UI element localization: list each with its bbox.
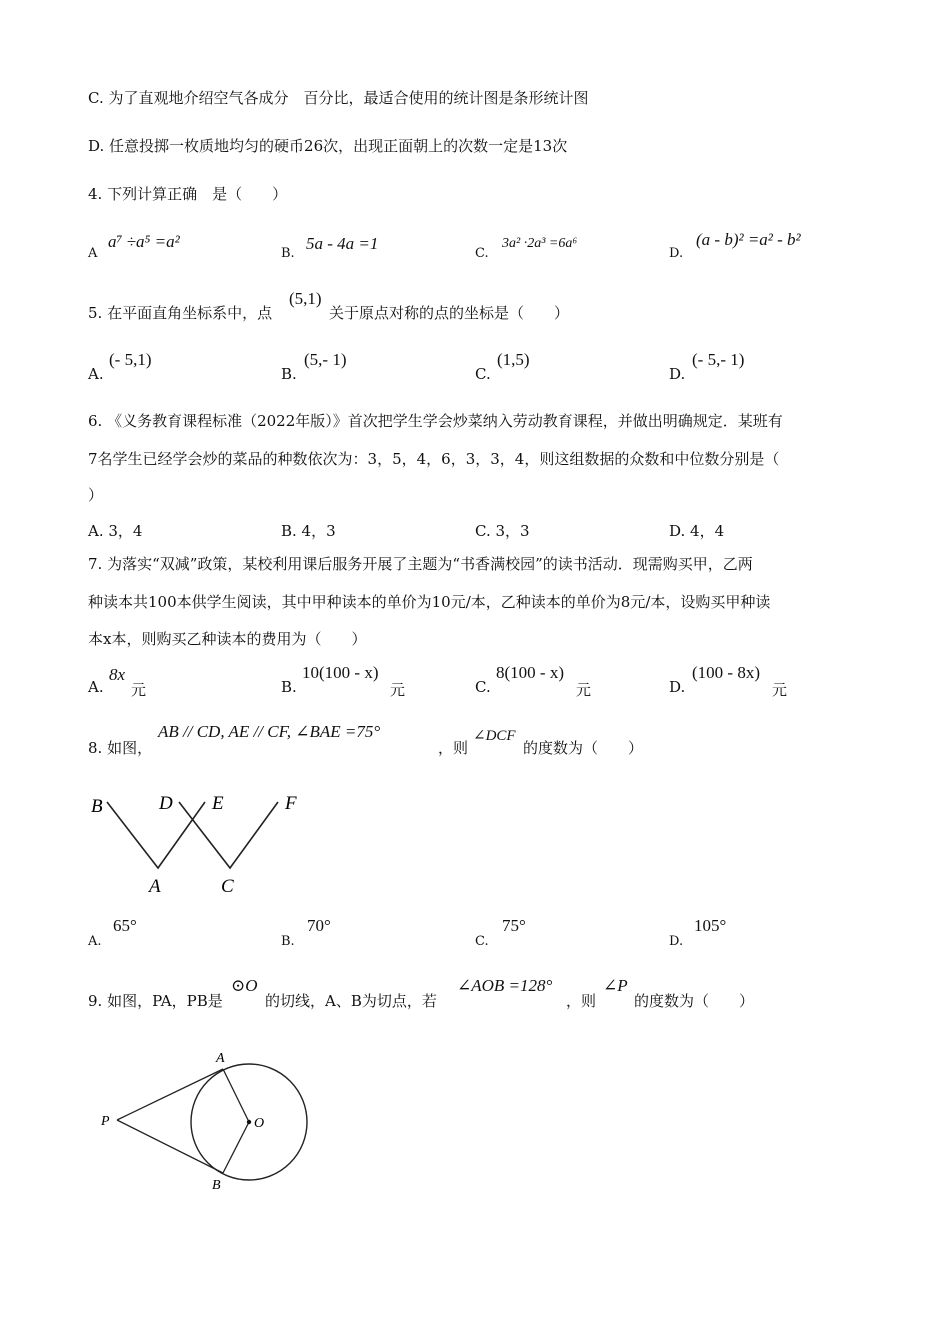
- q8-line-b-a-e: [107, 802, 205, 868]
- q7-c-unit: 元: [576, 681, 592, 699]
- q5-d-label: D.: [669, 365, 686, 383]
- q4-stem: 4. 下列计算正确 是（ ）: [88, 185, 288, 203]
- q6-option-b: B. 4，3: [281, 522, 336, 540]
- q6-option-d: D. 4，4: [669, 522, 725, 540]
- q4-d-label: D.: [669, 246, 684, 261]
- q5-d-expr: (- 5,- 1): [692, 350, 745, 369]
- q8-a-expr: 65°: [113, 916, 137, 935]
- q7-d-label: D.: [669, 678, 686, 696]
- q9-stem-mid: 的切线，A、B为切点，若: [265, 992, 437, 1010]
- q8-c-label: C.: [475, 934, 489, 949]
- q9-stem-pre: 9. 如图，PA，PB是: [88, 992, 223, 1010]
- q4-b-expr: 5a - 4a =1: [306, 234, 379, 253]
- q8-label-a: A: [149, 876, 161, 897]
- q5-b-label: B.: [281, 365, 297, 383]
- q7-a-unit: 元: [131, 681, 147, 699]
- q6-line-1: 6. 《义务教育课程标准（2022年版）》首次把学生学会炒菜纳入劳动教育课程，并做出明确规定．某班有: [88, 412, 783, 430]
- q5-b-expr: (5,- 1): [304, 350, 347, 369]
- q9-label-a: A: [216, 1051, 225, 1066]
- q8-line-d-c-f: [179, 802, 278, 868]
- q8-b-label: B.: [281, 934, 295, 949]
- q3-option-c: C. 为了直观地介绍空气各成分 百分比，最适合使用的统计图是条形统计图: [88, 89, 589, 107]
- q7-d-unit: 元: [772, 681, 788, 699]
- q8-stem-math: AB // CD, AE // CF, ∠BAE =75°: [158, 722, 381, 741]
- q8-label-b: B: [91, 796, 103, 817]
- q9-stem-angle: ∠AOB =128°: [457, 976, 553, 995]
- q8-label-e: E: [212, 793, 224, 814]
- q8-label-f: F: [285, 793, 297, 814]
- q9-label-o: O: [254, 1116, 265, 1131]
- q9-stem-post: 的度数为（ ）: [634, 992, 755, 1010]
- q4-b-label: B.: [281, 246, 295, 261]
- q7-d-expr: (100 - 8x): [692, 663, 760, 682]
- q9-stem-circle: ⊙O: [231, 976, 258, 995]
- q8-label-c: C: [221, 876, 234, 897]
- q7-a-label: A.: [88, 678, 104, 696]
- q5-c-expr: (1,5): [497, 350, 530, 369]
- q8-stem-mid: ，则: [438, 739, 469, 757]
- q4-c-label: C.: [475, 246, 489, 261]
- q5-stem-post: 关于原点对称的点的坐标是（ ）: [329, 304, 570, 322]
- q6-option-c: C. 3，3: [475, 522, 530, 540]
- q9-stem-p: ∠P: [603, 976, 628, 995]
- q8-b-expr: 70°: [307, 916, 331, 935]
- q5-a-label: A.: [88, 365, 104, 383]
- q8-d-label: D.: [669, 934, 684, 949]
- q7-line-3: 本x本，则购买乙种读本的费用为（ ）: [88, 630, 367, 648]
- q5-stem-point: (5,1): [289, 289, 322, 308]
- q9-label-b: B: [212, 1178, 221, 1193]
- q9-label-p: P: [101, 1114, 110, 1129]
- q7-b-label: B.: [281, 678, 297, 696]
- q8-stem-pre: 8. 如图，: [88, 739, 153, 757]
- q4-a-label: A: [88, 246, 98, 261]
- q9-figure: [95, 1040, 325, 1200]
- q7-line-2: 种读本共100本供学生阅读，其中甲种读本的单价为10元/本，乙种读本的单价为8元/本，设购买甲种读: [88, 593, 771, 611]
- q7-a-expr: 8x: [109, 665, 126, 684]
- q8-stem-post: 的度数为（ ）: [523, 739, 644, 757]
- q7-b-unit: 元: [390, 681, 406, 699]
- q4-c-expr: 3a² ·2a³ =6a⁶: [502, 236, 578, 251]
- q9-radius-ob: [223, 1122, 249, 1173]
- q4-a-expr: a⁷ ÷a⁵ =a²: [108, 232, 180, 251]
- q8-d-expr: 105°: [694, 916, 727, 935]
- q9-center-dot: [247, 1120, 251, 1124]
- q9-radius-oa: [223, 1069, 249, 1122]
- q3-option-d: D. 任意投掷一枚质地均匀的硬币26次，出现正面朝上的次数一定是13次: [88, 137, 568, 155]
- q4-d-expr: (a - b)² =a² - b²: [696, 230, 801, 249]
- q7-c-label: C.: [475, 678, 491, 696]
- q9-tangent-pb: [117, 1120, 223, 1173]
- q9-stem-mid2: ，则: [566, 992, 597, 1010]
- q7-line-1: 7. 为落实“双减”政策，某校利用课后服务开展了主题为“书香满校园”的读书活动．现需购买甲，乙两: [88, 555, 753, 573]
- q8-c-expr: 75°: [502, 916, 526, 935]
- q8-label-d: D: [159, 793, 173, 814]
- q8-a-label: A.: [88, 934, 102, 949]
- q9-tangent-pa: [117, 1069, 223, 1120]
- q5-a-expr: (- 5,1): [109, 350, 152, 369]
- q6-option-a: A. 3，4: [88, 522, 143, 540]
- q6-line-3: ）: [88, 486, 104, 504]
- q8-stem-angle: ∠DCF: [473, 728, 516, 744]
- q7-b-expr: 10(100 - x): [302, 663, 379, 682]
- q7-c-expr: 8(100 - x): [496, 663, 564, 682]
- q8-figure: [85, 788, 315, 900]
- q6-line-2: 7名学生已经学会炒的菜品的种数依次为：3，5，4，6，3，3，4，则这组数据的众数和中位数分别是（: [88, 450, 780, 468]
- q5-stem-pre: 5. 在平面直角坐标系中，点: [88, 304, 273, 322]
- q5-c-label: C.: [475, 365, 491, 383]
